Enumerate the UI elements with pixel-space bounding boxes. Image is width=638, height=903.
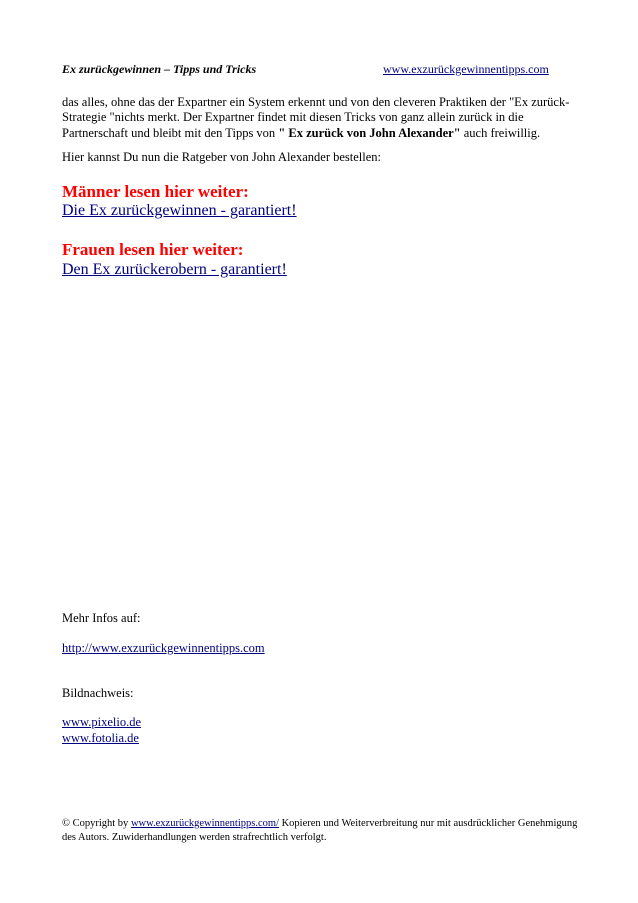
credits-link-fotolia[interactable]: www.fotolia.de <box>62 731 139 745</box>
footer-suffix: Kopieren und Weiterverbreitung nur mit ausdrücklicher Genehmigung des Autors. Zuwiderhandlungen werden strafrechtlich verfolgt. <box>62 818 578 843</box>
women-heading: Frauen lesen hier weiter: <box>62 240 244 259</box>
order-text: Hier kannst Du nun die Ratgeber von John Alexander bestellen: <box>62 150 382 164</box>
copyright-footer <box>62 817 578 845</box>
footer-prefix: © Copyright by <box>62 818 131 829</box>
more-info-label: Mehr Infos auf: <box>62 611 141 625</box>
credits-label: Bildnachweis: <box>62 686 134 700</box>
men-order-link[interactable]: Die Ex zurückgewinnen - garantiert! <box>62 202 297 219</box>
intro-paragraph <box>62 95 578 141</box>
header-url-link[interactable]: www.exzurückgewinnentipps.com <box>383 62 549 76</box>
intro-text-before: das alles, ohne das der Expartner ein System erkennt und von den cleveren Praktiken der "Ex zurück- Strategie "nichts merkt. Der Expartner findet mit diesen Tricks von ganz allein zurück in die Partnerschaft und bleibt mit den Tipps von <box>62 95 570 140</box>
intro-bold-text: " Ex zurück von John Alexander" <box>278 125 461 140</box>
footer-link[interactable]: www.exzurückgewinnentipps.com/ <box>130 818 279 829</box>
credits-link-pixelio[interactable]: www.pixelio.de <box>62 715 142 729</box>
intro-text-after: auch freiwillig. <box>460 125 541 140</box>
men-heading: Männer lesen hier weiter: <box>62 182 249 201</box>
header-title: Ex zurückgewinnen – Tipps und Tricks <box>62 62 257 76</box>
women-order-link[interactable]: Den Ex zurückerobern - garantiert! <box>62 261 287 278</box>
more-info-link[interactable]: http://www.exzurückgewinnentipps.com <box>62 641 265 655</box>
